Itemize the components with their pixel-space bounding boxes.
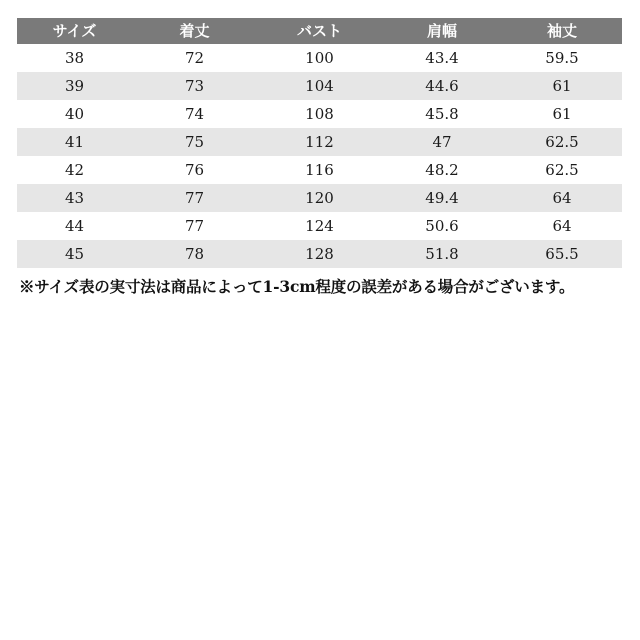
table-row xyxy=(17,44,622,72)
table-row xyxy=(17,184,622,212)
cell-bust: 108 xyxy=(257,100,382,128)
header-row xyxy=(17,18,622,44)
cell-length: 77 xyxy=(132,212,257,240)
cell-size: 45 xyxy=(17,240,132,268)
table-row xyxy=(17,212,622,240)
cell-shoulder-width: 50.6 xyxy=(382,212,502,240)
cell-sleeve-length: 62.5 xyxy=(502,156,622,184)
cell-size: 40 xyxy=(17,100,132,128)
table-row xyxy=(17,100,622,128)
cell-size: 43 xyxy=(17,184,132,212)
size-disclaimer-note: ※サイズ表の実寸法は商品によって1-3cm程度の誤差がある場合がございます。 xyxy=(19,277,575,296)
table-row xyxy=(17,240,622,268)
header-length: 着丈 xyxy=(132,18,257,44)
size-chart-table xyxy=(17,18,622,268)
cell-bust: 112 xyxy=(257,128,382,156)
cell-length: 77 xyxy=(132,184,257,212)
size-chart-body xyxy=(17,44,622,268)
cell-sleeve-length: 62.5 xyxy=(502,128,622,156)
cell-sleeve-length: 59.5 xyxy=(502,44,622,72)
cell-sleeve-length: 61 xyxy=(502,100,622,128)
cell-shoulder-width: 48.2 xyxy=(382,156,502,184)
cell-bust: 104 xyxy=(257,72,382,100)
table-row xyxy=(17,128,622,156)
cell-sleeve-length: 65.5 xyxy=(502,240,622,268)
cell-bust: 124 xyxy=(257,212,382,240)
cell-length: 78 xyxy=(132,240,257,268)
cell-size: 42 xyxy=(17,156,132,184)
cell-bust: 128 xyxy=(257,240,382,268)
cell-sleeve-length: 61 xyxy=(502,72,622,100)
cell-shoulder-width: 43.4 xyxy=(382,44,502,72)
cell-bust: 120 xyxy=(257,184,382,212)
cell-size: 41 xyxy=(17,128,132,156)
cell-size: 38 xyxy=(17,44,132,72)
header-sleeve-length: 袖丈 xyxy=(502,18,622,44)
cell-length: 76 xyxy=(132,156,257,184)
table-row xyxy=(17,156,622,184)
cell-size: 44 xyxy=(17,212,132,240)
cell-shoulder-width: 47 xyxy=(382,128,502,156)
cell-size: 39 xyxy=(17,72,132,100)
cell-length: 75 xyxy=(132,128,257,156)
cell-sleeve-length: 64 xyxy=(502,184,622,212)
cell-length: 73 xyxy=(132,72,257,100)
cell-shoulder-width: 51.8 xyxy=(382,240,502,268)
table-row xyxy=(17,72,622,100)
cell-shoulder-width: 44.6 xyxy=(382,72,502,100)
cell-length: 74 xyxy=(132,100,257,128)
cell-shoulder-width: 45.8 xyxy=(382,100,502,128)
header-size: サイズ xyxy=(17,18,132,44)
cell-shoulder-width: 49.4 xyxy=(382,184,502,212)
cell-bust: 116 xyxy=(257,156,382,184)
cell-length: 72 xyxy=(132,44,257,72)
cell-bust: 100 xyxy=(257,44,382,72)
cell-sleeve-length: 64 xyxy=(502,212,622,240)
size-chart-header xyxy=(17,18,622,44)
header-shoulder-width: 肩幅 xyxy=(382,18,502,44)
header-bust: バスト xyxy=(257,18,382,44)
